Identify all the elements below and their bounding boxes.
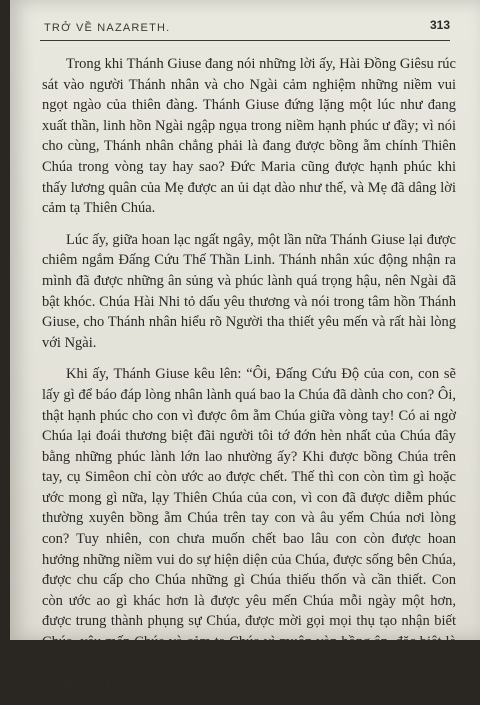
paragraph-3: Khi ấy, Thánh Giuse kêu lên: “Ôi, Đấng Cứu Độ của con, con sẽ lấy gì để báo đáp lòng nhân lành quá bao la Chúa đã dành cho con? Ôi, thật hạnh phúc cho con vì được ôm ẵm Chúa giữa vòng tay! Có ai ngờ Chúa lại đoái thương biệt đãi người tôi tớ đớn hèn nhất của Chúa đây bằng những phúc lành lớn lao nhường ấy? Khi được bồng Chúa trên tay, cụ Simêon chỉ còn ước ao được chết. Thế thì con còn tìm gì hoặc ước mong gì nữa, lạy Thiên Chúa của con, vì con đã được diễm phúc thường xuyên bồng ẵm Chúa trên tay con và âu yếm Chúa nơi lòng con? Tuy nhiên, con chưa muốn chết bao lâu con còn được hoan hưởng những niềm vui do sự hiện diện của Chúa, được sống bên Chúa, được chu cấp cho Chúa những gì Chúa thiếu thốn và cần thiết. Con còn ước ao gì khác hơn là được yêu mến Chúa mỗi ngày một hơn, được trung thành phụng sự Chúa, được mời gọi mọi thụ tạo nhận biết Chúa, yêu mến Chúa và cảm tạ Chúa vì muôn vàn hồng ân, đặc biệt là Chúa đã nhập thể làm người để cứu chuộc nhân loại chúng con? Lạy Đấng Cứu Độ của con, con chỉ tìm kiếm, chỉ khát khao và xyxy=(42,366,456,692)
running-title: TRỞ VỀ NAZARETH. xyxy=(44,22,171,34)
body-text xyxy=(42,54,456,705)
paragraph-2: Lúc ấy, giữa hoan lạc ngất ngây, một lần nữa Thánh Giuse lại được chiêm ngắm Đấng Cứu Thế Thần Linh. Thánh nhân xúc động nhận ra mình đã được những ân sủng và phúc lành quá trọng hậu, nên Ngài đã bật khóc. Chúa Hài Nhi tỏ dấu yêu thương và nói trong tâm hồn Thánh Giuse, cho Thánh nhân hiểu rõ Người tha thiết yêu mến và rất hài lòng với Ngài. xyxy=(42,231,456,351)
book-page xyxy=(10,0,480,692)
page-header xyxy=(40,16,450,41)
paragraph-1: Trong khi Thánh Giuse đang nói những lời ấy, Hài Đồng Giêsu rúc sát vào người Thánh nhân và cho Ngài cảm nghiệm những niềm vui ngọt ngào của thiên đàng. Thánh Giuse đứng lặng một lúc như đang xuất thần, linh hồn Ngài ngập ngụa trong niềm hạnh phúc ư đầy; vì nói cho cùng, Thánh nhân chẳng phải là đang được bồng ẵm chính Thiên Chúa trong vòng tay hay sao? Đức Maria cũng được hạnh phúc khi thấy lương quân của Mẹ được an ủi dạt dào như thế, và Mẹ đã dâng lời cảm tạ Thiên Chúa. xyxy=(42,56,456,217)
page-number: 313 xyxy=(429,18,450,32)
